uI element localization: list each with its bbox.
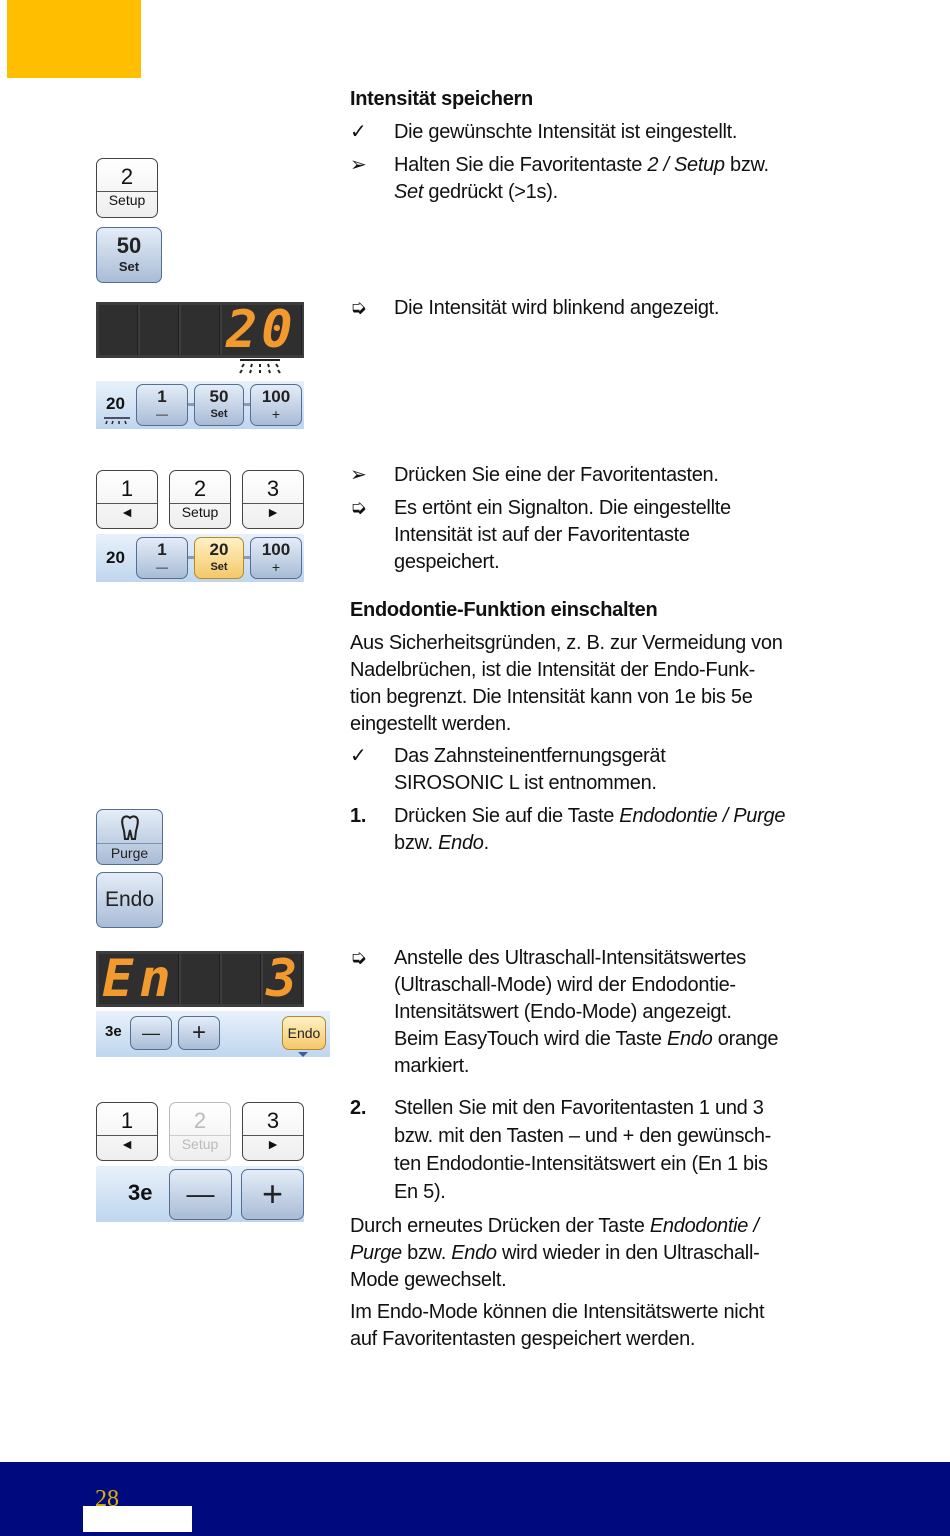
heading-intensitaet-speichern: Intensität speichern <box>350 88 533 110</box>
favorite-key-3[interactable]: 3 ► <box>242 470 304 529</box>
easytouch-panel <box>96 534 304 582</box>
paragraph-line: Im Endo-Mode können die Intensitätswerte nicht <box>350 1301 765 1323</box>
minus-button[interactable]: 1 — <box>136 537 188 579</box>
spray-icon <box>102 417 132 427</box>
step-number: 2. <box>350 1097 367 1119</box>
minus-button[interactable]: 1 — <box>136 384 188 426</box>
favorite-key-2-setup[interactable]: 2 Setup <box>96 158 158 218</box>
panel-value: 3e <box>128 1180 153 1205</box>
set-button[interactable]: 50 Set <box>194 384 244 426</box>
easytouch-panel-endo-large <box>96 1166 304 1222</box>
panel-value: 3e <box>105 1023 122 1040</box>
arrow-bullet-icon: ➢ <box>350 464 367 486</box>
paragraph-line: Aus Sicherheitsgründen, z. B. zur Vermeidung von <box>350 632 783 654</box>
paragraph-line: auf Favoritentasten gespeichert werden. <box>350 1328 696 1350</box>
favorite-key-3[interactable]: 3 ► <box>242 1102 304 1161</box>
step-number: 1. <box>350 805 367 827</box>
paragraph-line: Durch erneutes Drücken der Taste Endodontie / <box>350 1215 759 1237</box>
minus-button[interactable]: — <box>169 1169 232 1220</box>
favorite-key-2-disabled: 2 Setup <box>169 1102 231 1161</box>
arrow-right-icon: ► <box>243 503 303 520</box>
paragraph-line: eingestellt werden. <box>350 713 512 735</box>
check-icon: ✓ <box>350 745 367 767</box>
arrow-right-icon: ► <box>243 1135 303 1152</box>
set-key-50[interactable]: 50 Set <box>96 227 162 283</box>
lcd-value: 3 <box>266 949 298 1009</box>
endodontie-purge-key[interactable]: Purge <box>96 809 163 865</box>
favorite-key-1[interactable]: 1 ◄ <box>96 1102 158 1161</box>
tooth-icon <box>120 815 140 841</box>
footer-bar <box>0 1462 950 1536</box>
lcd-mode: En <box>102 949 177 1009</box>
lcd-display-endo <box>96 951 304 1007</box>
plus-button[interactable]: + <box>178 1016 220 1050</box>
set-button-stored[interactable]: 20 Set <box>194 537 244 579</box>
easytouch-panel <box>96 381 304 429</box>
spray-icon <box>236 358 284 376</box>
page-number: 28 <box>95 1486 119 1512</box>
panel-value: 20 <box>106 548 125 567</box>
arrow-left-icon: ◄ <box>97 1135 157 1152</box>
panel-value: 20 <box>106 394 125 413</box>
minus-button[interactable]: — <box>130 1016 172 1050</box>
favorite-key-1[interactable]: 1 ◄ <box>96 470 158 529</box>
paragraph-line: Mode gewechselt. <box>350 1269 507 1291</box>
favorite-key-2[interactable]: 2 Setup <box>169 470 231 529</box>
plus-button[interactable]: 100 + <box>250 384 302 426</box>
indicator-arrow-icon <box>298 1052 308 1057</box>
paragraph-line: tion begrenzt. Die Intensität kann von 1e bis 5e <box>350 686 753 708</box>
result-arrow-icon: ➭ <box>350 947 367 969</box>
lcd-display <box>96 302 304 358</box>
plus-button[interactable]: + <box>241 1169 304 1220</box>
endo-button-active[interactable]: Endo <box>282 1016 326 1050</box>
corner-tab <box>7 0 141 78</box>
plus-button[interactable]: 100 + <box>250 537 302 579</box>
arrow-bullet-icon: ➢ <box>350 154 367 176</box>
heading-endodontie: Endodontie-Funktion einschalten <box>350 599 658 621</box>
endo-key[interactable]: Endo <box>96 872 163 928</box>
check-icon: ✓ <box>350 121 367 143</box>
paragraph-line: Purge bzw. Endo wird wieder in den Ultraschall- <box>350 1242 760 1264</box>
result-arrow-icon: ➭ <box>350 297 367 319</box>
result-arrow-icon: ➭ <box>350 497 367 519</box>
easytouch-panel-endo <box>96 1011 330 1057</box>
paragraph-line: Nadelbrüchen, ist die Intensität der Endo-Funk- <box>350 659 756 681</box>
lcd-value: 20 <box>226 300 297 360</box>
arrow-left-icon: ◄ <box>97 503 157 520</box>
